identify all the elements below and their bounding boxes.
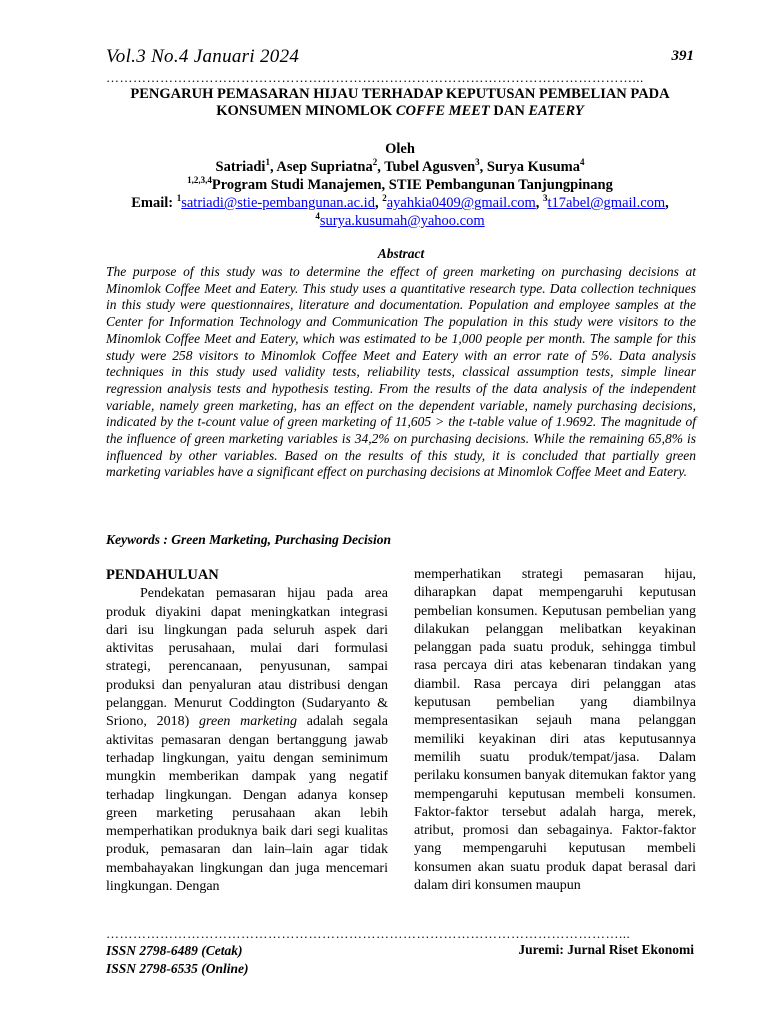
title-line-2-prefix: KONSUMEN MINOMLOK bbox=[216, 103, 396, 119]
keywords-line bbox=[106, 532, 696, 548]
affiliation-text: Program Studi Manajemen, STIE Pembangunan Tanjungpinang bbox=[211, 177, 613, 193]
author-block bbox=[100, 140, 700, 230]
author-sup: 4 bbox=[579, 157, 585, 168]
left-paragraph bbox=[106, 585, 388, 896]
left-paragraph-part2: adalah segala aktivitas pemasaran dengan bertanggung jawab terhadap lingkungan, yaitu dengan seminimum mungkin memberikan dampak yang negatif terhadap lingkungan. Dengan adanya konsep green marketing perusahaan akan lebih memperhatikan produknya baik dari segi kualitas produk, pemasaran dan lain–lain agar tidak membahayakan lingkungan dan juga mencemari lingkungan. Dengan bbox=[106, 714, 389, 895]
volume-label: Vol.3 No.4 Januari 2024 bbox=[106, 46, 300, 67]
abstract-heading: Abstract bbox=[377, 246, 425, 261]
title-italic-coffe-meet: COFFE MEET bbox=[395, 103, 490, 119]
keywords-text: Green Marketing, Purchasing Decision bbox=[171, 532, 392, 547]
email-link[interactable]: satriadi@stie-pembangunan.ac.id bbox=[181, 195, 375, 211]
email-sup: 3 bbox=[543, 193, 548, 204]
issn-block bbox=[106, 942, 249, 978]
email-sup: 1 bbox=[176, 193, 182, 204]
title-italic-eatery: EATERY bbox=[528, 103, 584, 119]
author-name: Satriadi bbox=[215, 159, 266, 175]
email-sup: 4 bbox=[315, 211, 320, 222]
paper-title bbox=[100, 86, 700, 120]
right-column bbox=[414, 566, 696, 895]
left-italic-term: green marketing bbox=[199, 714, 297, 730]
author-name: Tubel Agusven bbox=[384, 159, 476, 175]
left-paragraph-part1: Pendekatan pemasaran hijau pada area produk diyakini dapat meningkatkan integrasi dari isu lingkungan pada seluruh aspek dari aktivitas perusahaan, mulai dari formulasi strategi, perencanaan, penyusunan, sampai produksi dan penyaluran atau distribusi dengan pelanggan. Menurut Coddington (Sudaryanto & Sriono, 2018) bbox=[106, 586, 388, 730]
header-dotted-rule: ………………………………………………………………………………………………………... bbox=[106, 72, 644, 84]
author-name: Surya Kusuma bbox=[486, 159, 580, 175]
page-number: 391 bbox=[671, 48, 694, 64]
title-line-2-mid: DAN bbox=[489, 103, 529, 119]
email-line: Email: $^1$satriadi@stie-pembangunan.ac.id, $^2$ayahkia0409@gmail.com, $^3$t17abel@gmail.com, bbox=[131, 193, 669, 211]
keywords-label: Keywords bbox=[106, 532, 160, 547]
section-heading: PENDAHULUAN bbox=[106, 567, 219, 583]
email-line-2 bbox=[100, 212, 700, 230]
left-column bbox=[106, 566, 388, 896]
abstract-text: The purpose of this study was to determine the effect of green marketing on purchasing decisions at Minomlok Coffee Meet and Eatery. This study uses a quantitative research type. Data collection techniques in this study were questionnaires, literature and documentation. Population and employee samples at the Center for Information Technology and Communication The population in this study were visitors to the Minomlok Coffee Meet and Eatery, which was estimated to be 1,000 people per month. The sample for this study were 258 visitors to Minomlok Coffee Meet and Eatery with an error rate of 5%. Data analysis techniques in this study used validity tests, reliability tests, classical assumption tests, simple linear regression analysis tests and hypothesis testing. From the results of the data analysis of the independent variable, namely green marketing, has an effect on the dependent variable, namely purchasing decisions, indicated by the t-count value of green marketing of 11,605 > the t-table value of 1.9692. The magnitude of the influence of green marketing variables is 34,2% on purchasing decisions. While the remaining 65,8% is influenced by other variables. Based on the results of this study, it is concluded that partially green marketing variables have a significant effect on purchasing decisions at Minomlok Coffee Meet and Eatery. bbox=[106, 264, 696, 480]
author-sup: 2 bbox=[372, 157, 378, 168]
email-link[interactable]: t17abel@gmail.com bbox=[547, 195, 666, 211]
author-list: Satriadi$^1$, Asep Supriatna$^2$, Tubel Agusven$^3$, Surya Kusuma$^4$ bbox=[215, 157, 585, 175]
footer-dotted-rule: ……………………………………………………………………………………………………... bbox=[106, 928, 631, 940]
email-sup: 2 bbox=[382, 193, 387, 204]
by-label: Oleh bbox=[385, 141, 415, 157]
author-sup: 3 bbox=[475, 157, 480, 168]
issn-print: ISSN 2798-6489 (Cetak) bbox=[106, 943, 243, 958]
email-label: Email: bbox=[131, 195, 177, 211]
running-header bbox=[106, 46, 694, 72]
journal-name: Juremi: Jurnal Riset Ekonomi bbox=[518, 942, 694, 957]
author-sup: 1 bbox=[265, 157, 270, 168]
title-line-1: PENGARUH PEMASARAN HIJAU TERHADAP KEPUTUSAN PEMBELIAN PADA bbox=[130, 86, 670, 102]
author-name: Asep Supriatna bbox=[276, 159, 373, 175]
affiliation bbox=[100, 176, 700, 194]
right-paragraph: memperhatikan strategi pemasaran hijau, diharapkan dapat mempengaruhi keputusan pembelian konsumen. Keputusan pembelian yang dilakukan pelanggan melibatkan keyakinan pelanggan pada suatu produk, sehingga timbul rasa percaya diri atas kebenaran tindakan yang diambil. Rasa percaya diri pelanggan atas keputusan pembelian yang diambilnya mempresentasikan sejauh mana pelanggan memiliki keyakinan diri atas keputusannya memilih suatu produk/tempat/jasa. Dalam perilaku konsumen banyak ditemukan faktor yang mempengaruhi keputusan membeli konsumen. Faktor-faktor tersebut adalah harga, merek, atribut, promosi dan sebagainya. Faktor-faktor yang mempengaruhi keputusan membeli konsumen akan suatu produk dapat berasal dari dalam diri konsumen maupun bbox=[414, 567, 696, 894]
email-link[interactable]: surya.kusumah@yahoo.com bbox=[319, 213, 485, 229]
affiliation-sup: 1,2,3,4 bbox=[187, 175, 212, 186]
keywords-sep: : bbox=[160, 532, 172, 547]
issn-online: ISSN 2798-6535 (Online) bbox=[106, 961, 249, 976]
email-link[interactable]: ayahkia0409@gmail.com bbox=[386, 195, 536, 211]
